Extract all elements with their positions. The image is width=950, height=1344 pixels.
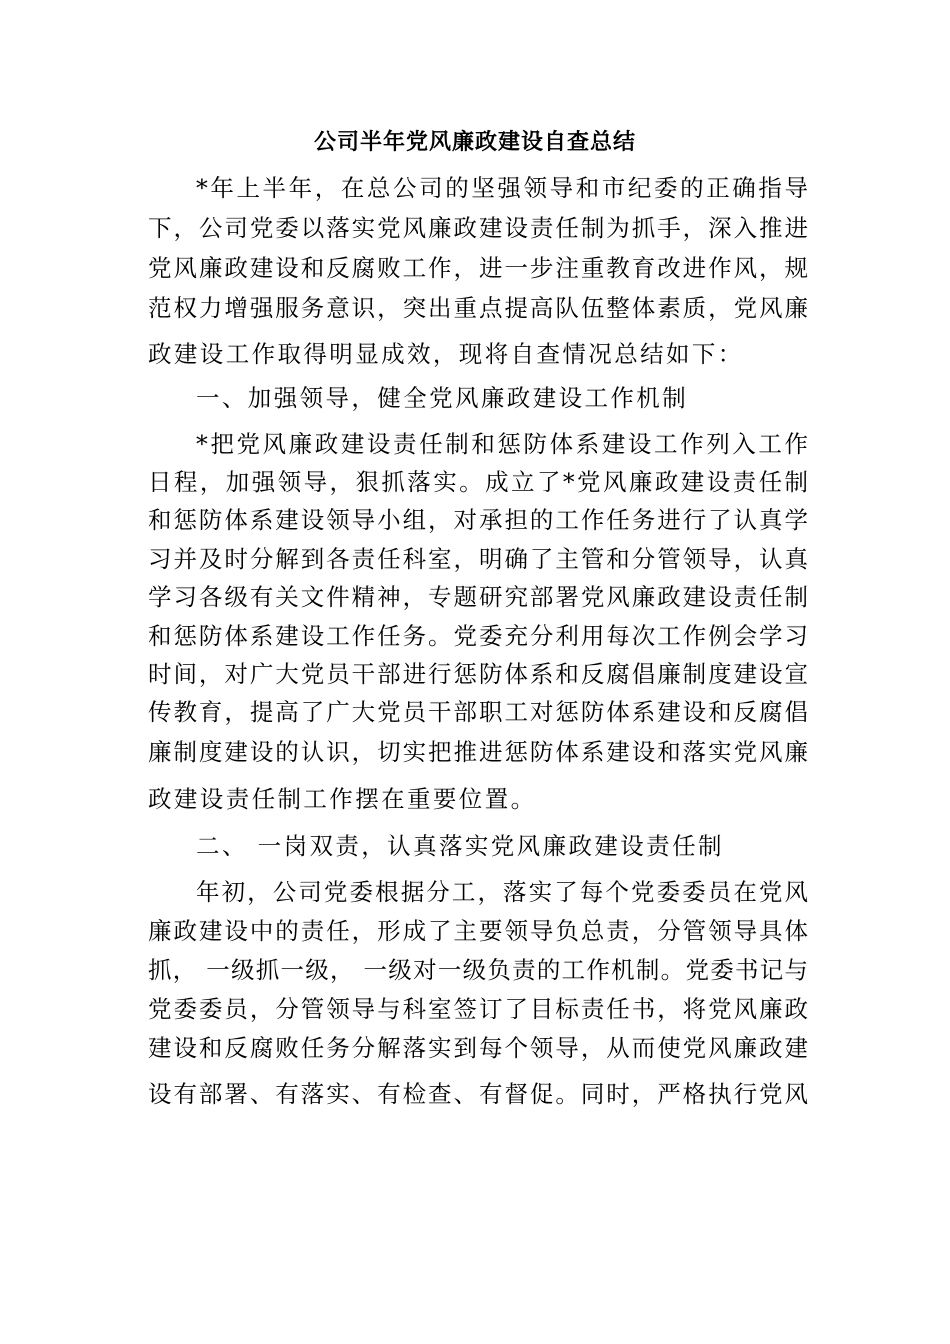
paragraph-line: *年上半年，在总公司的坚强领导和市纪委的正确指导: [196, 174, 808, 202]
paragraph-line: 年初，公司党委根据分工，落实了每个党委委员在党风: [196, 878, 808, 906]
paragraph-line: 时间，对广大党员干部进行惩防体系和反腐倡廉制度建设宣: [148, 660, 808, 688]
section-heading-2: 二、 一岗双责，认真落实党风廉政建设责任制: [196, 832, 724, 860]
paragraph-line: 党风廉政建设和反腐败工作，进一步注重教育改进作风，规: [148, 254, 808, 282]
paragraph-line: *把党风廉政建设责任制和惩防体系建设工作列入工作: [196, 430, 808, 458]
paragraph-line: 范权力增强服务意识，突出重点提高队伍整体素质，党风廉: [148, 294, 808, 322]
paragraph-line: 日程，加强领导，狠抓落实。成立了*党风廉政建设责任制: [148, 468, 808, 496]
paragraph-line: 廉制度建设的认识，切实把推进惩防体系建设和落实党风廉: [148, 738, 808, 766]
paragraph-line: 政建设工作取得明显成效，现将自查情况总结如下：: [148, 340, 744, 368]
paragraph-line: 下，公司党委以落实党风廉政建设责任制为抓手，深入推进: [148, 214, 808, 242]
document-title: 公司半年党风廉政建设自查总结: [313, 129, 636, 155]
section-heading-1: 一、加强领导，健全党风廉政建设工作机制: [196, 384, 689, 412]
paragraph-line: 学习各级有关文件精神，专题研究部署党风廉政建设责任制: [148, 583, 808, 611]
paragraph-line: 政建设责任制工作摆在重要位置。: [148, 785, 537, 813]
paragraph-line: 和惩防体系建设领导小组，对承担的工作任务进行了认真学: [148, 506, 808, 534]
paragraph-line: 抓， 一级抓一级， 一级对一级负责的工作机制。党委书记与: [148, 956, 808, 984]
paragraph-line: 和惩防体系建设工作任务。党委充分利用每次工作例会学习: [148, 622, 808, 650]
paragraph-line: 建设和反腐败任务分解落实到每个领导，从而使党风廉政建: [148, 1034, 808, 1062]
paragraph-line: 设有部署、有落实、有检查、有督促。同时，严格执行党风: [148, 1080, 808, 1108]
paragraph-line: 习并及时分解到各责任科室，明确了主管和分管领导，认真: [148, 545, 808, 573]
paragraph-line: 传教育，提高了广大党员干部职工对惩防体系建设和反腐倡: [148, 698, 808, 726]
paragraph-line: 党委委员，分管领导与科室签订了目标责任书，将党风廉政: [148, 995, 808, 1023]
paragraph-line: 廉政建设中的责任，形成了主要领导负总责，分管领导具体: [148, 917, 808, 945]
